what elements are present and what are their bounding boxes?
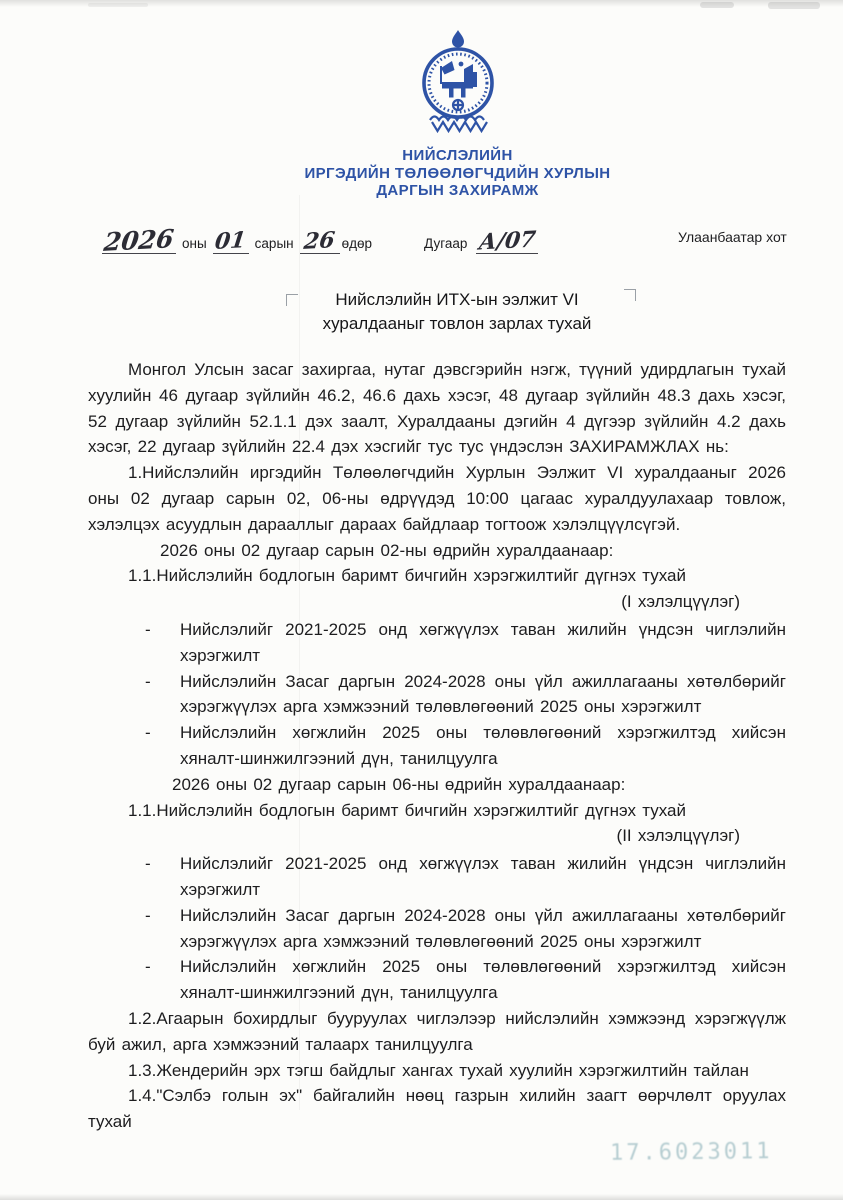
handwritten-year: 2026: [102, 224, 176, 257]
list-item-text: Нийслэлийн хөгжлийн 2025 оны төлөвлөгөөний хэрэгжилтэд хийсэн хяналт-шинжилгээний дүн, танилцуулга: [180, 723, 786, 768]
dash-marker: -: [145, 671, 151, 691]
handwritten-number: А/07: [477, 226, 538, 256]
title-line2: хуралдааныг товлон зарлах тухай: [322, 314, 592, 333]
clause-1-4: 1.4."Сэлбэ голын эх" байгалийн нөөц газрын хилийн заагт өөрчлөлт оруулах тухай: [88, 1086, 786, 1132]
year-blank: [102, 224, 176, 257]
list-item: [88, 903, 786, 955]
clause-1-2: 1.2.Агаарын бохирдлыг бууруулах чиглэлээр нийслэлийн хэмжээнд хэрэгжүүлж буй ажил, арга хэмжээний талаарх танилцуулга: [88, 1008, 786, 1054]
number-label: Дугаар: [424, 236, 468, 251]
frame-corner-icon: [286, 294, 298, 306]
dateline: [0, 214, 843, 257]
session-1-heading: 2026 оны 02 дугаар сарын 02-ны өдрийн хуралдаанаар:: [160, 540, 614, 560]
session-2-agenda-list: [88, 851, 786, 1006]
date-fields: [102, 224, 373, 257]
handwritten-month: 01: [213, 227, 248, 255]
session-2-heading: 2026 оны 02 дугаар сарын 06-ны өдрийн хуралдаанаар:: [172, 774, 626, 794]
clause-1: 1.Нийслэлийн иргэдийн Төлөөлөгчдийн Хурлын Ээлжит VI хуралдааныг 2026 оны 02 дугаар сарын 02, 06-ны өдрүүдэд 10:00 цагаас хуралдуулахаар товлож, хэлэлцэх асуудлын дарааллыг дараах байдлаар тогтоож хэлэлцүүлсүгэй.: [88, 463, 786, 534]
day-blank: [300, 229, 340, 254]
clause-1-1-session1: 1.1.Нийслэлийн бодлогын баримт бичгийн хэрэгжилтийг дүгнэх тухай: [128, 566, 686, 586]
frame-corner-icon: [624, 289, 636, 301]
city-label: Улаанбаатар хот: [678, 229, 787, 245]
scan-smudge: [88, 3, 148, 7]
document-body: [88, 357, 786, 1135]
list-item-text: Нийслэлийг 2021-2025 онд хөгжүүлэх таван жилийн үндсэн чиглэлийн хэрэгжилт: [180, 854, 786, 899]
document-number-field: [424, 226, 538, 256]
dash-marker: -: [145, 619, 151, 639]
list-item: [88, 669, 786, 721]
scan-edge-bottom: [0, 1194, 843, 1200]
clause-1-1-session2: 1.1.Нийслэлийн бодлогын баримт бичгийн хэрэгжилтийг дүгнэх тухай: [128, 800, 686, 820]
scan-smudge: [700, 2, 734, 8]
list-item: [88, 954, 786, 1006]
list-item-text: Нийслэлийг 2021-2025 онд хөгжүүлэх таван жилийн үндсэн чиглэлийн хэрэгжилт: [180, 619, 786, 665]
dash-marker: -: [145, 957, 151, 977]
list-item-text: Нийслэлийн Засаг даргын 2024-2028 оны үйл ажиллагааны хөтөлбөрийг хэрэгжүүлэх арга хэмжээний төлөвлөгөөний 2025 оны хэрэгжилт: [180, 905, 786, 951]
org-name-line2: ИРГЭДИЙН ТӨЛӨӨЛӨГЧДИЙН ХУРЛЫН: [304, 164, 611, 182]
mongolia-state-emblem-icon: [402, 30, 514, 141]
list-item-text: Нийслэлийн хөгжлийн 2025 оны төлөвлөгөөний хэрэгжилтэд хийсэн хяналт-шинжилгээний дүн, танилцуулга: [180, 957, 786, 1003]
day-label: өдөр: [341, 236, 373, 251]
session-1-discussion-note: (I хэлэлцүүлэг): [621, 592, 740, 612]
dash-marker: -: [145, 723, 151, 743]
dash-marker: -: [145, 905, 151, 925]
document-header: [36, 30, 843, 200]
clause-1-3: 1.3.Жендерийн эрх тэгш байдлыг хангах тухай хуулийн хэрэгжилтийн тайлан: [128, 1060, 749, 1080]
preamble-paragraph: Монгол Улсын засаг захиргаа, нутаг дэвсгэрийн нэгж, түүний удирдлагын тухай хуулийн 46 дугаар зүйлийн 46.2, 46.6 дахь хэсэг, 48 дугаар зүйлийн 48.3 дахь хэсэг, 52 дугаар зүйлийн 52.1.1 дэх заалт, Хуралдааны дэгийн 4 дүгээр зүйлийн 4.2 дахь хэсэг, 22 дугаар зүйлийн 22.4 дэх хэсгийг тус тус үндэслэн ЗАХИРАМЖЛАХ нь:: [88, 360, 786, 457]
session-1-agenda-list: [88, 617, 786, 772]
title-line1: Нийслэлийн ИТХ-ын ээлжит VI: [335, 290, 579, 309]
session-2-discussion-note: (II хэлэлцүүлэг): [616, 826, 740, 846]
org-name-line1: НИЙСЛЭЛИЙН: [402, 147, 513, 164]
list-item: [88, 851, 786, 903]
dash-marker: -: [145, 854, 151, 874]
scan-smudge: [768, 2, 820, 9]
list-item: [88, 720, 786, 772]
year-label: оны: [182, 236, 207, 251]
handwritten-day: 26: [302, 227, 337, 255]
number-blank: [476, 226, 538, 256]
month-blank: [213, 229, 249, 254]
list-item-text: Нийслэлийн Засаг даргын 2024-2028 оны үйл ажиллагааны хөтөлбөрийг хэрэгжүүлэх арга хэмжээний төлөвлөгөөний 2025 оны хэрэгжилт: [180, 671, 786, 717]
document-title: [276, 288, 638, 336]
registration-stamp: 17.6023011: [609, 1139, 773, 1166]
org-name-line3: ДАРГЫН ЗАХИРАМЖ: [376, 182, 539, 199]
list-item: [88, 617, 786, 669]
month-label: сарын: [254, 236, 294, 251]
